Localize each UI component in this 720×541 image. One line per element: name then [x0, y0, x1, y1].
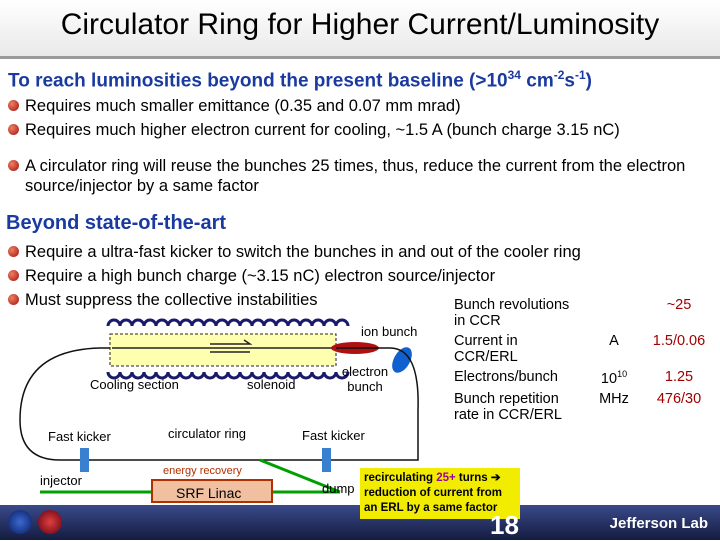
table-cell-unit — [589, 367, 639, 389]
ion-bunch-label: ion bunch — [361, 324, 418, 339]
bullet-text: A circulator ring will reuse the bunches 25 times, thus, reduce the current from the electron source/injector by a same factor — [25, 157, 686, 195]
subtitle-mid: cm — [520, 70, 554, 92]
bullet-kicker — [8, 242, 581, 262]
callout-highlight: 25+ — [436, 472, 456, 484]
subtitle-suffix: ) — [585, 70, 592, 92]
bullet-dot-icon — [8, 294, 19, 305]
table-row — [449, 367, 719, 389]
subtitle-exp2: -2 — [553, 68, 565, 82]
fast-kicker-right-icon — [322, 448, 331, 472]
srf-linac-label: SRF Linac — [176, 485, 242, 501]
footer-brand: Jefferson Lab — [609, 515, 708, 532]
table-cell-value: 1.25 — [664, 369, 694, 385]
bullet-text: Requires much higher electron current for cooling, ~1.5 A (bunch charge 3.15 nC) — [25, 121, 620, 139]
table-row — [449, 295, 719, 331]
callout-text: recirculating — [364, 472, 437, 484]
table-row — [449, 331, 719, 367]
table-cell-label: Current in CCR/ERL — [454, 333, 518, 365]
bullet-current — [8, 120, 620, 140]
slide-title: Circulator Ring for Higher Current/Luminosity — [60, 8, 660, 41]
solenoid-label: solenoid — [247, 377, 296, 392]
bullet-dot-icon — [8, 246, 19, 257]
dump-label: dump — [322, 481, 355, 496]
subtitle-prefix: To reach luminosities beyond the present baseline (>10 — [8, 70, 508, 92]
subtitle-exp3: -1 — [574, 68, 586, 82]
fast-kicker-left-label: Fast kicker — [48, 429, 111, 444]
bullet-text: Require a ultra-fast kicker to switch the bunches in and out of the cooler ring — [25, 243, 581, 261]
cooling-section-box — [110, 334, 336, 366]
subtitle — [8, 68, 592, 92]
page-number: 18 — [490, 510, 519, 540]
fast-kicker-right-label: Fast kicker — [302, 428, 365, 443]
bullet-dot-icon — [8, 100, 19, 111]
table-cell-label: Bunch revolutions in CCR — [454, 297, 570, 329]
bullet-bunch-charge — [8, 266, 495, 286]
callout-text: reduction of current from — [364, 487, 503, 499]
table-cell-unit: A — [609, 333, 619, 349]
table-cell-value: 1.5/0.06 — [652, 333, 706, 349]
table-row — [449, 389, 719, 425]
parameter-table — [449, 295, 719, 425]
table-cell-value: 476/30 — [656, 390, 702, 407]
cooling-section-label: Cooling section — [90, 377, 179, 392]
table-cell-label: Bunch repetition rate in CCR/ERL — [454, 390, 562, 423]
energy-recovery-label: energy recovery — [163, 465, 242, 477]
fast-kicker-left-icon — [80, 448, 89, 472]
bullet-text: Requires much smaller emittance (0.35 and 0.07 mm mrad) — [25, 97, 461, 115]
table-cell-value: ~25 — [666, 297, 692, 313]
bullet-instabilities — [8, 290, 318, 310]
table-cell-label: Electrons/bunch — [454, 369, 558, 385]
bullet-text: Require a high bunch charge (~3.15 nC) electron source/injector — [25, 267, 496, 285]
doe-logo-icon — [8, 510, 32, 534]
subtitle-mid2: s — [564, 70, 575, 92]
table-cell-unit — [589, 295, 639, 331]
callout-text: turns ➔ — [455, 472, 501, 484]
bullet-text: Must suppress the collective instabilities — [25, 291, 318, 309]
unit-base: 10 — [600, 370, 618, 387]
bullet-dot-icon — [8, 124, 19, 135]
section-title: Beyond state-of-the-art — [6, 212, 227, 234]
unit-exp: 10 — [617, 369, 628, 379]
electron-bunch-label: electron bunch — [341, 364, 389, 394]
callout-text: an ERL by a same factor — [364, 502, 498, 514]
circulator-ring-label: circulator ring — [168, 426, 247, 441]
jsa-logo-icon — [38, 510, 62, 534]
bullet-dot-icon — [8, 270, 19, 281]
bullet-circulator — [8, 156, 708, 196]
bullet-dot-icon — [8, 160, 19, 171]
subtitle-exp1: 34 — [507, 68, 521, 82]
injector-label: injector — [40, 473, 82, 488]
table-cell-unit: MHz — [599, 390, 629, 407]
bullet-emittance — [8, 96, 461, 116]
